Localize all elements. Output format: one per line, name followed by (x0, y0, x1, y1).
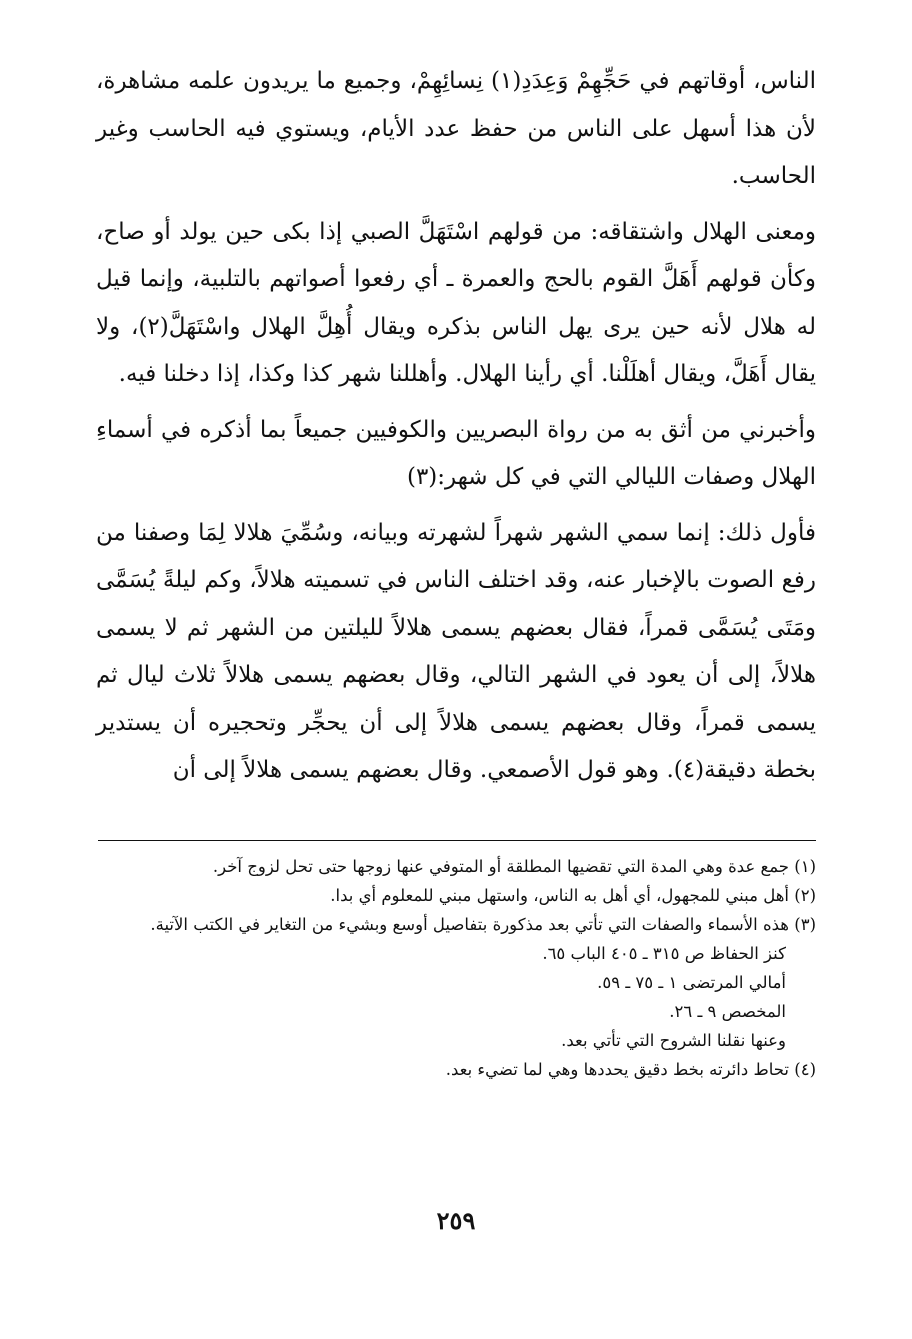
main-text (96, 58, 816, 795)
footnote-3-reference: المخصص ٩ ـ ٢٦. (669, 1002, 786, 1021)
paragraph: فأول ذلك: إنما سمي الشهر شهراً لشهرته وبيانه، وسُمِّيَ هلالا لِمَا وصفنا من رفع الصوت بالإخبار عنه، وقد اختلف الناس في تسميته هلالاً، وكم ليلةً يُسَمَّى ومَتَى يُسَمَّى قمراً، فقال بعضهم يسمى هلالاً لليلتين من الشهر ثم لا يسمى هلالاً، إلى أن يعود في الشهر التالي، وقال بعضهم يسمى هلالاً ثلاث ليال ثم يسمى قمراً، وقال بعضهم يسمى هلالاً إلى أن يحجِّر وتحجيره أن يستدير بخطة دقيقة(٤). وهو قول الأصمعي. وقال بعضهم يسمى هلالاً إلى أن (96, 519, 816, 783)
paragraph: الناس، أوقاتهم في حَجِّهِمْ وَعِدَدِ(١) نِسائِهِمْ، وجميع ما يريدون علمه مشاهرة، لأن هذا أسهل على الناس من حفظ عدد الأيام، ويستوي فيه الحاسب وغير الحاسب. (96, 68, 816, 189)
footnote-1: (١) جمع عدة وهي المدة التي تقضيها المطلقة أو المتوفي عنها زوجها حتى تحل لزوج آخر. (212, 857, 816, 876)
footnote-4: (٤) تحاط دائرته بخط دقيق يحددها وهي لما تضيء بعد. (445, 1060, 816, 1079)
page-number: ٢٥٩ (436, 1206, 476, 1235)
footnote-3-reference: وعنها نقلنا الشروح التي تأتي بعد. (561, 1031, 786, 1050)
footnotes (96, 852, 816, 1084)
footnote-divider (98, 840, 816, 841)
footnote-3-reference: أمالي المرتضى ١ ـ ٧٥ ـ ٥٩. (597, 973, 786, 992)
paragraph: وأخبرني من أثق به من رواة البصريين والكوفيين جميعاً بما أذكره في أسماءِ الهلال وصفات الليالي التي في كل شهر:(٣) (96, 416, 816, 490)
footnote-3-reference: كنز الحفاظ ص ٣١٥ ـ ٤٠٥ الباب ٦٥. (542, 944, 786, 963)
footnote-2: (٢) أهل مبني للمجهول، أي أهل به الناس، واستهل مبني للمعلوم أي بدا. (330, 886, 816, 905)
footnote-3: (٣) هذه الأسماء والصفات التي تأتي بعد مذكورة بتفاصيل أوسع وبشيء من التغاير في الكتب الآتية. (150, 915, 816, 934)
paragraph: ومعنى الهلال واشتقاقه: من قولهم اسْتَهَلَّ الصبي إذا بكى حين يولد أو صاح، وكأن قولهم أَهَلَّ القوم بالحج والعمرة ـ أي رفعوا أصواتهم بالتلبية، وإنما قيل له هلال لأنه حين يرى يهل الناس بذكره ويقال أُهِلَّ الهلال واسْتَهَلَّ(٢)، ولا يقال أَهَلَّ، ويقال أهلَلْنا. أي رأينا الهلال. وأهللنا شهر كذا وكذا، إذا دخلنا فيه. (96, 218, 816, 387)
